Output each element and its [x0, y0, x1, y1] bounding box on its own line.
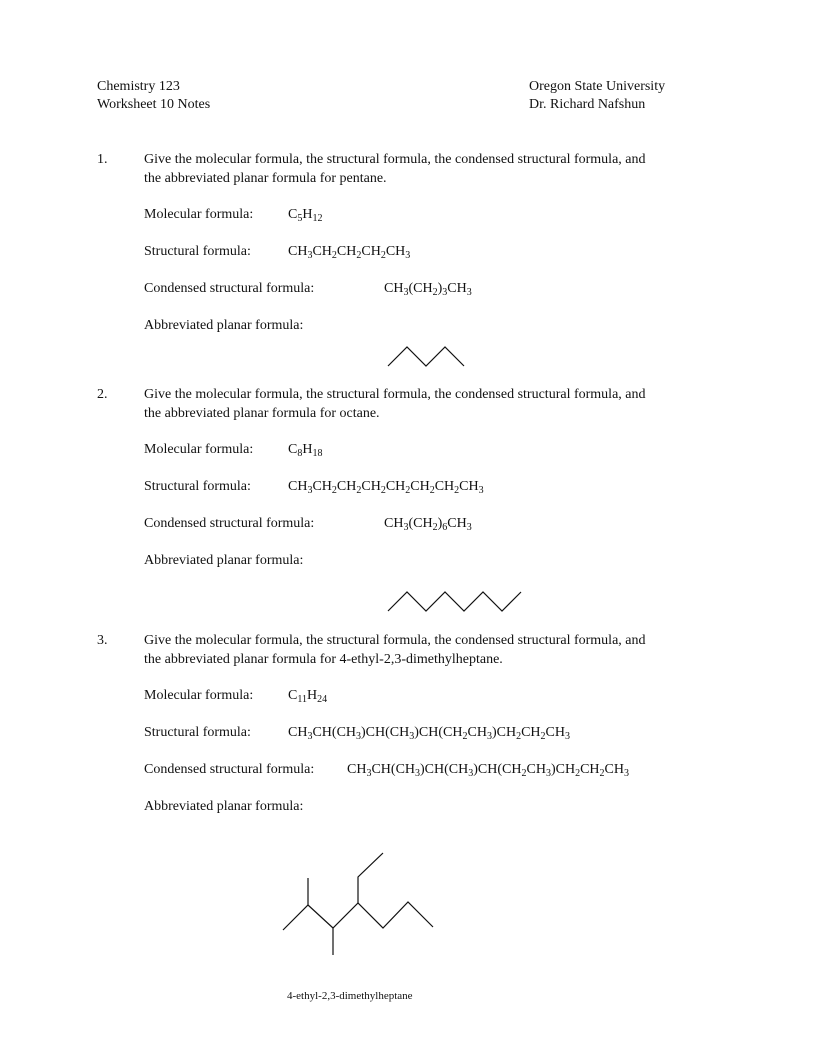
condensed-formula: $CH_3(CH_2)_3CH_3$: [384, 281, 472, 298]
question-number: 2.: [97, 387, 108, 402]
main-chain: [283, 902, 433, 930]
condensed-label: Condensed structural formula:: [144, 516, 315, 531]
question-prompt: Give the molecular formula, the structural formula, the condensed structural formula, and: [144, 633, 646, 648]
question-prompt: Give the molecular formula, the structural formula, the condensed structural formula, and: [144, 152, 646, 167]
molecular-formula: $C_8H_{18}$: [288, 442, 323, 459]
structure-caption: 4-ethyl-2,3-dimethylheptane: [287, 990, 413, 1002]
structural-label: Structural formula:: [144, 244, 251, 259]
structural-formula: $CH_3CH_2CH_2CH_2CH_3$: [288, 244, 411, 261]
abbreviated-label: Abbreviated planar formula:: [144, 553, 304, 568]
structural-formula: $CH_3CH(CH_3)CH(CH_3)CH(CH_2CH_3)CH_2CH_2CH_3$: [288, 725, 570, 742]
structural-label: Structural formula:: [144, 725, 251, 740]
course-title: Chemistry 123: [97, 79, 180, 94]
university-name: Oregon State University: [529, 79, 666, 94]
condensed-formula: $CH_3(CH_2)_6CH_3$: [384, 516, 472, 533]
condensed-formula: $CH_3CH(CH_3)CH(CH_3)CH(CH_2CH_3)CH_2CH_2CH_3$: [347, 762, 629, 779]
molecular-label: Molecular formula:: [144, 442, 254, 457]
question-prompt: the abbreviated planar formula for 4-ethyl-2,3-dimethylheptane.: [144, 652, 503, 667]
abbreviated-label: Abbreviated planar formula:: [144, 318, 304, 333]
branched-heptane-skeletal-structure: [283, 853, 433, 955]
condensed-label: Condensed structural formula:: [144, 762, 315, 777]
octane-skeletal-structure: [388, 592, 521, 611]
ethyl-branch-c4: [358, 853, 383, 903]
structural-label: Structural formula:: [144, 479, 251, 494]
pentane-skeletal-structure: [388, 347, 464, 366]
molecular-label: Molecular formula:: [144, 207, 254, 222]
question-number: 3.: [97, 633, 108, 648]
molecular-formula: $C_{11}H_{24}$: [288, 688, 328, 705]
structural-formula: $CH_3CH_2CH_2CH_2CH_2CH_2CH_2CH_3$: [288, 479, 484, 496]
instructor-name: Dr. Richard Nafshun: [529, 97, 646, 112]
question-prompt: the abbreviated planar formula for pentane.: [144, 171, 387, 186]
molecular-formula: $C_5H_{12}$: [288, 207, 323, 224]
question-prompt: the abbreviated planar formula for octane.: [144, 406, 380, 421]
abbreviated-label: Abbreviated planar formula:: [144, 799, 304, 814]
molecular-label: Molecular formula:: [144, 688, 254, 703]
worksheet-title: Worksheet 10 Notes: [97, 97, 211, 112]
condensed-label: Condensed structural formula:: [144, 281, 315, 296]
question-prompt: Give the molecular formula, the structural formula, the condensed structural formula, and: [144, 387, 646, 402]
question-number: 1.: [97, 152, 108, 167]
